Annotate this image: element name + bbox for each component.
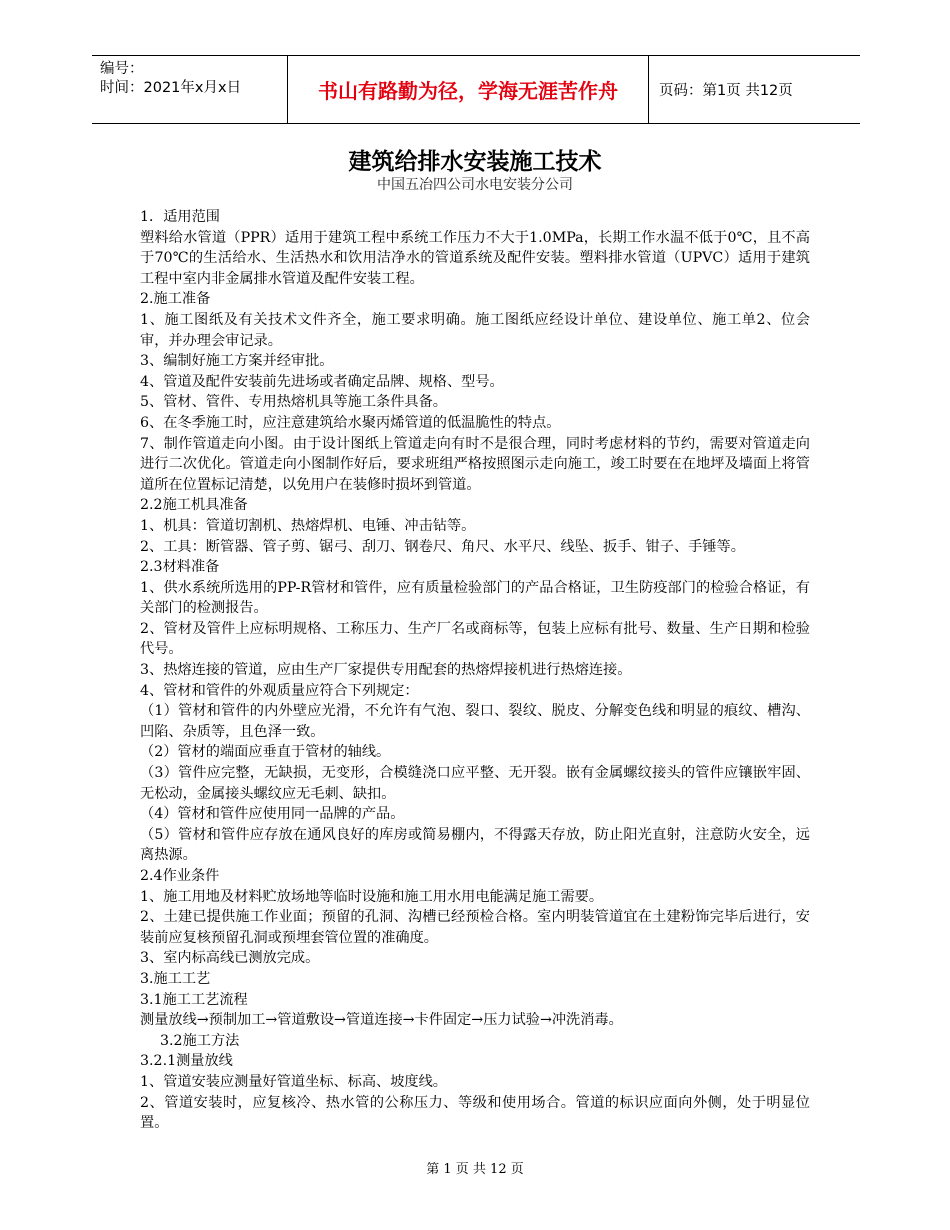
paragraph: 3.1施工工艺流程 — [140, 991, 248, 1008]
paragraph: 2.4作业条件 — [140, 868, 220, 884]
paragraph: 2.2施工机具准备 — [140, 497, 248, 514]
paragraph: 1、机具：管道切割机、热熔焊机、电锤、冲击钻等。 — [140, 517, 476, 534]
paragraph: 5、管材、管件、专用热熔机具等施工条件具备。 — [140, 394, 447, 411]
process-flow: 3.2施工方法 — [160, 1032, 240, 1049]
document-title: 建筑给排水安装施工技术 — [348, 149, 602, 175]
paragraph: （4）管材和管件应使用同一品牌的产品。 — [140, 806, 405, 823]
document-subtitle: 中国五冶四公司水电安装分公司 — [377, 177, 573, 193]
paragraph: 测量放线→预制加工→管道敷设→管道连接→卡件固定→压力试验→冲洗消毒。 — [140, 1012, 623, 1029]
paragraph: 2、土建已提供施工作业面；预留的孔洞、沟槽已经预检合格。室内明装管道宜在土建粉饰完毕后进行，安装前应复核预留孔洞或预埋套管位置的准确度。 — [140, 909, 810, 946]
paragraph: 7、制作管道走向小图。由于设计图纸上管道走向有时不是很合理，同时考虑材料的节约，需要对管道走向进行二次优化。管道走向小图制作好后，要求班组严格按照图示走向施工，竣工时要在在地坪及墙面上将管道所在位置标记清楚，以免用户在装修时损坏到管道。 — [140, 435, 810, 493]
paragraph: 3.2.1测量放线 — [140, 1053, 233, 1070]
paragraph: 3、室内标高线已测放完成。 — [140, 950, 320, 967]
page-header — [92, 55, 860, 124]
paragraph: 3、编制好施工方案并经审批。 — [140, 353, 334, 370]
paragraph: 1、供水系统所选用的PP-R管材和管件，应有质量检验部门的产品合格证，卫生防疫部门的检验合格证，有关部门的检测报告。 — [140, 579, 810, 617]
paragraph: 2、管材及管件上应标明规格、工称压力、生产厂名或商标等，包装上应标有批号、数量、生产日期和检验代号。 — [140, 620, 810, 658]
paragraph: 1、施工用地及材料贮放场地等临时设施和施工用水用电能满足施工需要。 — [140, 888, 604, 905]
paragraph: 塑料给水管道（PPR）适用于建筑工程中系统工作压力不大于1.0MPa，长期工作水温不低于0℃，且不高于70℃的生活给水、生活热水和饮用洁净水的管道系统及配件安装。塑料排水管道（UPVC）适用于建筑工程中室内非金属排水管道及配件安装工程。 — [140, 229, 810, 287]
paragraph: （2）管材的端面应垂直于管材的轴线。 — [140, 744, 391, 761]
time-label: 时间：2021年x月x日 — [100, 80, 242, 96]
paragraph: 2、管道安装时，应复核冷、热水管的公称压力、等级和使用场合。管道的标识应面向外侧，处于明显位置。 — [140, 1094, 810, 1132]
paragraph: （3）管件应完整，无缺损，无变形，合模缝浇口应平整、无开裂。嵌有金属螺纹接头的管件应镶嵌牢固、无松动，金属接头螺纹应无毛刺、缺扣。 — [140, 765, 810, 802]
number-label: 编号： — [100, 61, 144, 77]
paragraph: 2.3材料准备 — [140, 559, 220, 576]
header-page-info: 页码：第1页 共12页 — [659, 83, 793, 99]
paragraph: 2、工具：断管器、管子剪、锯弓、刮刀、钢卷尺、角尺、水平尺、线坠、扳手、钳子、手锤等。 — [140, 538, 745, 555]
paragraph: 1、施工图纸及有关技术文件齐全，施工要求明确。施工图纸应经设计单位、建设单位、施工单2、位会审，并办理会审记录。 — [140, 311, 810, 349]
paragraph: 6、在冬季施工时，应注意建筑给水聚丙烯管道的低温脆性的特点。 — [140, 414, 561, 431]
paragraph: 1、管道安装应测量好管道坐标、标高、坡度线。 — [140, 1073, 447, 1090]
paragraph: 1．适用范围 — [140, 209, 220, 225]
header-meta — [92, 56, 287, 123]
paragraph: （1）管材和管件的内外壁应光滑，不允许有气泡、裂口、裂纹、脱皮、分解变色线和明显的痕纹、槽沟、凹陷、杂质等，且色泽一致。 — [140, 703, 810, 740]
document-body — [140, 207, 810, 1134]
paragraph: 4、管道及配件安装前先进场或者确定品牌、规格、型号。 — [140, 373, 504, 390]
paragraph: 3、热熔连接的管道，应由生产厂家提供专用配套的热熔焊接机进行热熔连接。 — [140, 662, 632, 679]
header-motto: 书山有路勤为径，学海无涯苦作舟 — [287, 56, 649, 123]
paragraph: 3.施工工艺 — [140, 970, 211, 987]
page-footer: 第 1 页 共 12 页 — [426, 1162, 524, 1177]
paragraph: 2.施工准备 — [140, 291, 211, 308]
paragraph: 4、管材和管件的外观质量应符合下列规定： — [140, 682, 419, 699]
paragraph: （5）管材和管件应存放在通风良好的库房或简易棚内，不得露天存放，防止阳光直射，注意防火安全，远离热源。 — [140, 826, 810, 864]
